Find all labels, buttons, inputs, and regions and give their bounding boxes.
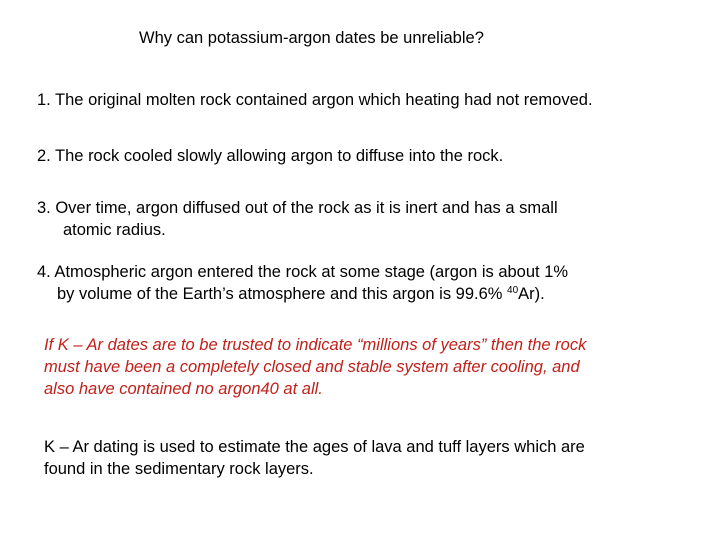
warning-line-1: If K – Ar dates are to be trusted to indicate “millions of years” then the rock (44, 336, 587, 354)
warning-line-3: also have contained no argon40 at all. (44, 380, 323, 398)
warning-statement (44, 334, 586, 400)
reason-4 (37, 261, 568, 305)
reason-4-line-1: 4. Atmospheric argon entered the rock at some stage (argon is about 1% (37, 263, 569, 281)
reason-3-line-2: atomic radius. (63, 221, 166, 239)
dating-note (44, 436, 585, 480)
reason-4-line-2-text: by volume of the Earth’s atmosphere and this argon is 99.6% (57, 285, 508, 303)
reason-2 (37, 145, 503, 167)
warning-line-2: must have been a completely closed and stable system after cooling, and (44, 358, 580, 376)
reason-3-line-1: 3. Over time, argon diffused out of the rock as it is inert and has a small (37, 199, 558, 217)
note-line-2: found in the sedimentary rock layers. (44, 460, 314, 478)
reason-4-line-2 (37, 283, 568, 305)
reason-1-line-1: 1. The original molten rock contained argon which heating had not removed. (37, 91, 593, 109)
reason-2-line-1: 2. The rock cooled slowly allowing argon to diffuse into the rock. (37, 147, 504, 165)
reason-1 (37, 89, 593, 111)
note-line-1: K – Ar dating is used to estimate the ages of lava and tuff layers which are (44, 438, 585, 456)
reason-3 (37, 197, 558, 241)
argon-isotope-superscript: 40 (507, 285, 519, 296)
slide-title: Why can potassium-argon dates be unreliable? (139, 29, 484, 47)
reason-4-line-2-end: Ar). (518, 285, 545, 303)
